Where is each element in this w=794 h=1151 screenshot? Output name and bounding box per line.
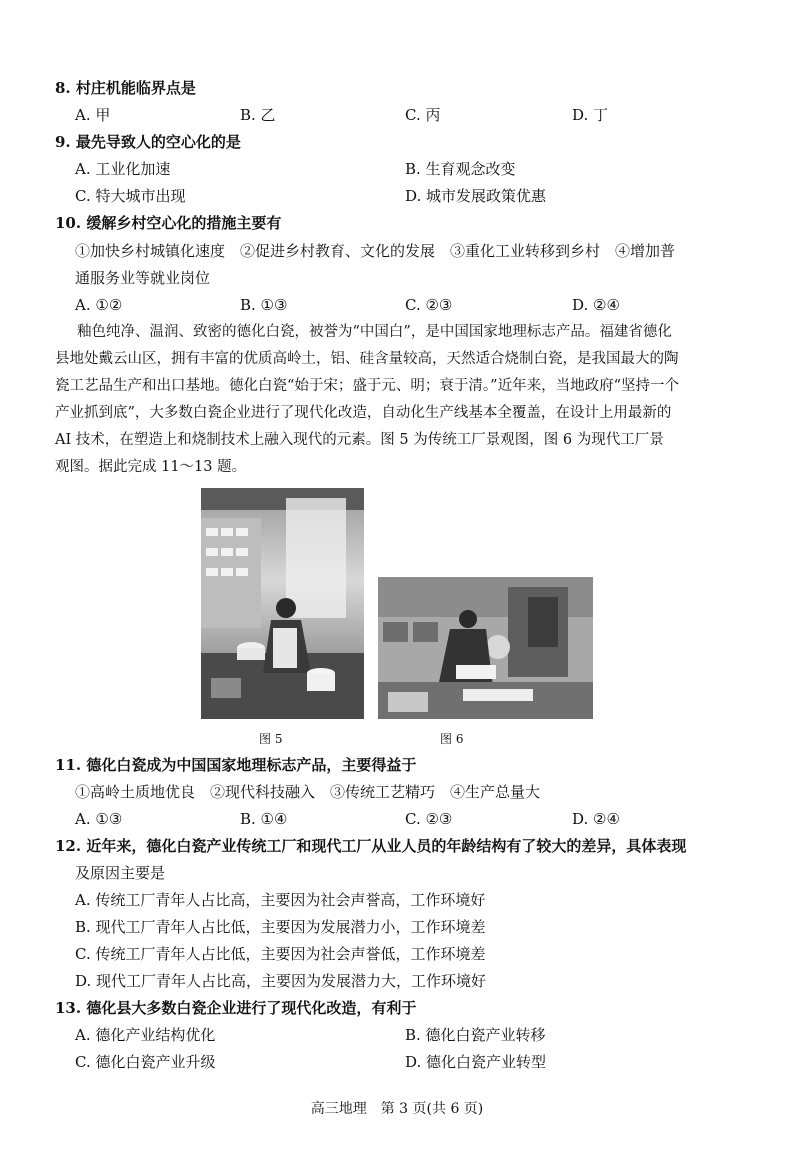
q10-statements-line1: ①加快乡村城镇化速度 ②促进乡村教育、文化的发展 ③重化工业转移到乡村 ④增加普 — [75, 242, 676, 260]
q12-option-d: D. 现代工厂青年人占比高，主要因为发展潜力大，工作环境好 — [75, 972, 487, 990]
passage-line-3: 瓷工艺品生产和出口基地。德化白瓷“始于宋；盛于元、明；衰于清。”近年来，当地政府“坚持一个 — [55, 378, 679, 394]
passage-line-1: 釉色纯净、温润、致密的德化白瓷，被誉为“中国白”，是中国国家地理标志产品。福建省德化 — [77, 324, 672, 340]
q10-statements-line2: 通服务业等就业岗位 — [75, 269, 211, 287]
q13-option-c: C. 德化白瓷产业升级 — [75, 1053, 216, 1071]
q12-stem-line1: 12. 近年来，德化白瓷产业传统工厂和现代工厂从业人员的年龄结构有了较大的差异，具体表现 — [55, 837, 687, 855]
q12-option-c: C. 传统工厂青年人占比低，主要因为社会声誉低，工作环境差 — [75, 945, 486, 963]
q9-stem: 9. 最先导致人的空心化的是 — [55, 133, 241, 151]
passage-line-6: 观图。据此完成 11～13 题。 — [55, 459, 247, 475]
q10-option-b: B. ①③ — [240, 296, 288, 314]
q11-statements: ①高岭土质地优良 ②现代科技融入 ③传统工艺精巧 ④生产总量大 — [75, 783, 541, 801]
q13-option-d: D. 德化白瓷产业转型 — [405, 1053, 547, 1071]
q13-stem: 13. 德化县大多数白瓷企业进行了现代化改造，有利于 — [55, 999, 417, 1017]
passage-line-2: 县地处戴云山区，拥有丰富的优质高岭土，铝、硅含量较高，天然适合烧制白瓷，是我国最大的陶 — [55, 351, 679, 367]
q8-option-c: C. 丙 — [405, 106, 441, 124]
page-footer: 高三地理 第 3 页(共 6 页) — [310, 1101, 484, 1117]
q10-option-d: D. ②④ — [572, 296, 620, 314]
q9-option-d: D. 城市发展政策优惠 — [405, 187, 547, 205]
q10-option-c: C. ②③ — [405, 296, 453, 314]
q9-option-a: A. 工业化加速 — [75, 160, 171, 178]
q13-option-b: B. 德化白瓷产业转移 — [405, 1026, 546, 1044]
q8-option-a: A. 甲 — [75, 106, 111, 124]
figure-6-caption: 图 6 — [440, 732, 464, 746]
q12-stem-line2: 及原因主要是 — [75, 864, 166, 882]
passage-line-5: AI 技术，在塑造上和烧制技术上融入现代的元素。图 5 为传统工厂景观图，图 6 为现代工厂景 — [55, 432, 664, 448]
q11-stem: 11. 德化白瓷成为中国国家地理标志产品，主要得益于 — [55, 756, 417, 774]
figure-6-photo — [378, 577, 593, 719]
figure-5-caption: 图 5 — [259, 732, 283, 746]
q11-option-b: B. ①④ — [240, 810, 288, 828]
q9-option-b: B. 生育观念改变 — [405, 160, 516, 178]
q10-stem: 10. 缓解乡村空心化的措施主要有 — [55, 214, 282, 232]
passage-line-4: 产业抓到底”，大多数白瓷企业进行了现代化改造，自动化生产线基本全覆盖，在设计上用最新的 — [55, 405, 672, 421]
q8-option-d: D. 丁 — [572, 106, 609, 124]
q10-option-a: A. ①② — [75, 296, 123, 314]
q12-option-a: A. 传统工厂青年人占比高，主要因为社会声誉高，工作环境好 — [75, 891, 486, 909]
q11-option-a: A. ①③ — [75, 810, 123, 828]
q8-option-b: B. 乙 — [240, 106, 276, 124]
q11-option-c: C. ②③ — [405, 810, 453, 828]
q9-option-c: C. 特大城市出现 — [75, 187, 186, 205]
q8-stem: 8. 村庄机能临界点是 — [55, 79, 196, 97]
q13-option-a: A. 德化产业结构优化 — [75, 1026, 216, 1044]
q11-option-d: D. ②④ — [572, 810, 620, 828]
figure-5-photo — [201, 488, 364, 719]
q12-option-b: B. 现代工厂青年人占比低，主要因为发展潜力小，工作环境差 — [75, 918, 486, 936]
